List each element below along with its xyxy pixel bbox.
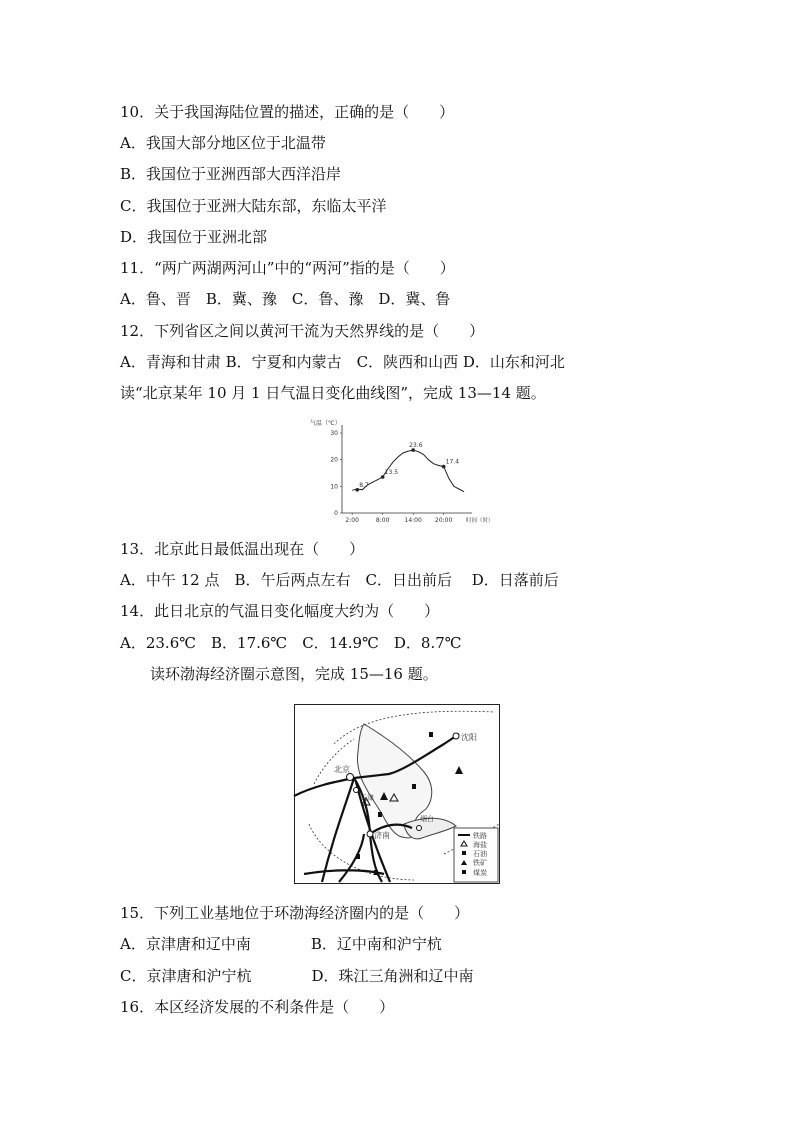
q10-option-d: D．我国位于亚洲北部 (120, 228, 268, 246)
data-label: 13.5 (384, 469, 399, 476)
q14-stem: 14．此日北京的气温日变化幅度大约为（ ） (120, 602, 440, 620)
y-tick-label: 10 (330, 483, 338, 491)
x-tick-label: 2:00 (345, 517, 359, 524)
q15-options-ab: A．京津唐和辽中南 B．辽中南和沪宁杭 (120, 935, 442, 953)
legend-label-railway: 铁路 (473, 832, 487, 840)
y-tick-label: 30 (330, 430, 338, 437)
q16-stem: 16．本区经济发展的不利条件是（ ） (120, 998, 395, 1016)
data-label: 17.4 (445, 458, 460, 466)
city-yantai: 烟台 (420, 815, 434, 823)
q13-stem: 13．北京此日最低温出现在（ ） (120, 540, 365, 558)
temperature-curve (352, 450, 464, 492)
q10-option-c: C．我国位于亚洲大陆东部，东临太平洋 (120, 197, 387, 215)
y-tick-label: 20 (330, 456, 338, 464)
q11-stem: 11．“两广两湖两河山”中的“两河”指的是（ ） (120, 259, 455, 277)
chart-intro: 读“北京某年 10 月 1 日气温日变化曲线图”，完成 13—14 题。 (120, 384, 546, 402)
x-tick-label: 8:00 (375, 517, 390, 524)
q10-option-b: B．我国位于亚洲西部大西洋沿岸 (120, 165, 342, 183)
q10-stem: 10．关于我国海陆位置的描述，正确的是（ ） (120, 103, 455, 121)
q14-options: A．23.6℃ B．17.6℃ C．14.9℃ D．8.7℃ (120, 634, 462, 652)
q15-options-cd: C．京津唐和沪宁杭 D．珠江三角洲和辽中南 (120, 967, 474, 985)
legend-label-oil: 石油 (473, 850, 487, 858)
city-shenyang: 沈阳 (461, 733, 477, 742)
data-label: 23.6 (409, 442, 423, 450)
legend-coal-symbol (462, 870, 466, 874)
city-beijing: 北京 (334, 765, 350, 774)
legend-label-salt: 海盐 (473, 841, 487, 849)
q13-options: A．中午 12 点 B．午后两点左右 C．日出前后 D．日落前后 (120, 571, 559, 589)
x-tick-label: 14:00 (404, 517, 422, 524)
map-legend (454, 828, 498, 882)
q11-options: A．鲁、晋 B．冀、豫 C．鲁、豫 D．冀、鲁 (120, 290, 451, 308)
temperature-chart (308, 413, 494, 528)
x-axis-label: 时间（时） (466, 518, 494, 524)
y-tick-label: 0 (334, 510, 338, 517)
data-label: 8.7 (359, 481, 369, 489)
bohai-economic-map (294, 704, 500, 884)
q15-stem: 15．下列工业基地位于环渤海经济圈内的是（ ） (120, 904, 470, 922)
y-axis-label: 气温（℃） (310, 420, 341, 427)
legend-label-iron: 铁矿 (473, 859, 487, 867)
q10-option-a: A．我国大部分地区位于北温带 (120, 134, 326, 152)
legend-oil-symbol (462, 851, 466, 855)
map-intro: 读环渤海经济圈示意图，完成 15—16 题。 (150, 665, 438, 683)
city-jinan: 济南 (374, 831, 390, 840)
q12-stem: 12．下列省区之间以黄河干流为天然界线的是（ ） (120, 322, 485, 340)
q12-options: A．青海和甘肃 B．宁夏和内蒙古 C．陕西和山西 D．山东和河北 (120, 353, 565, 371)
x-tick-label: 20:00 (435, 517, 453, 524)
legend-label-coal: 煤炭 (473, 869, 487, 877)
city-tianjin: 天津 (360, 794, 374, 802)
